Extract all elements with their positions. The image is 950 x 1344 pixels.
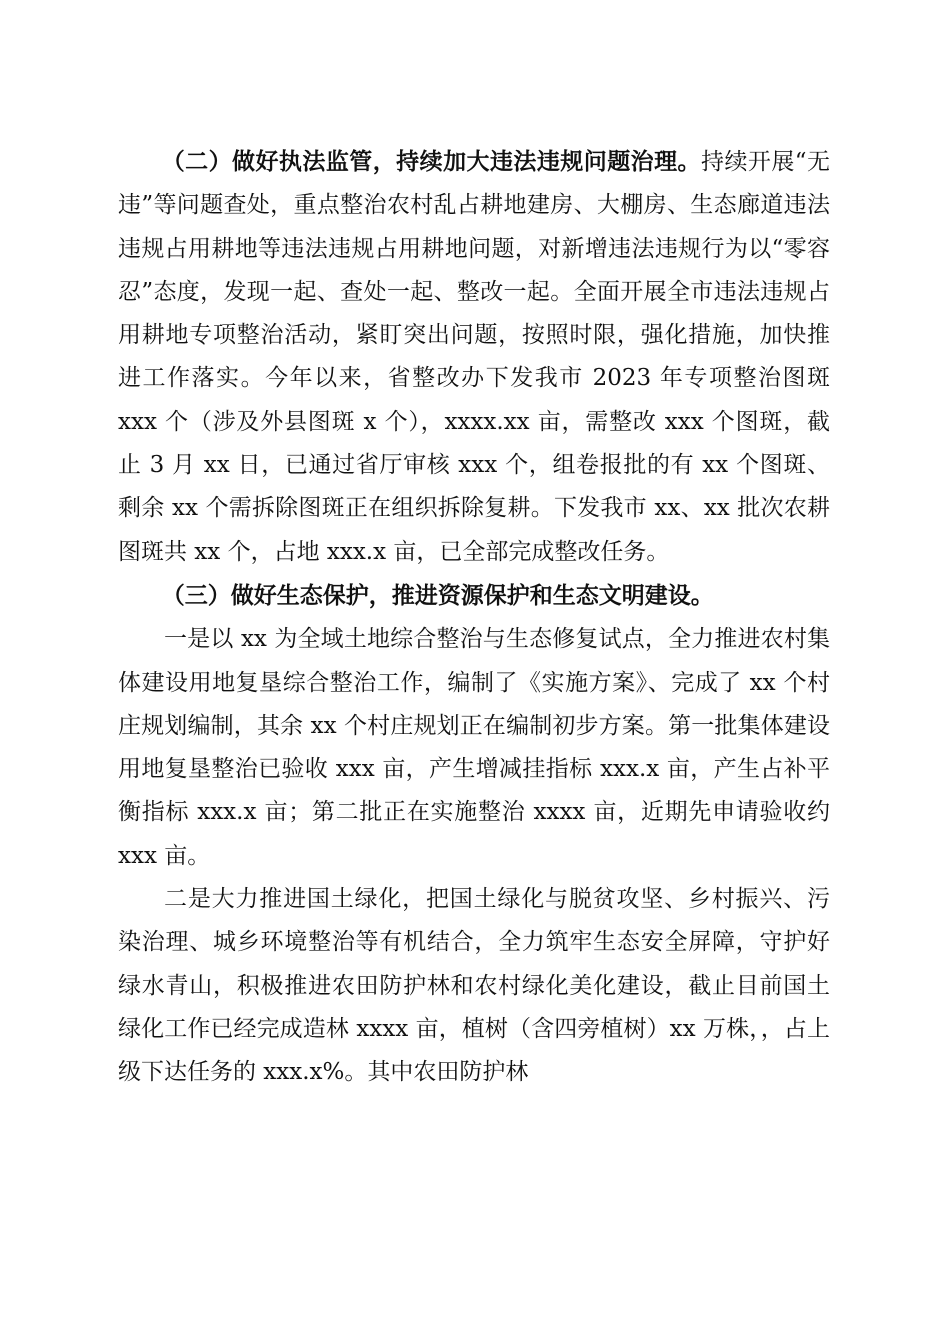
paragraph-item-1: 一是以 xx 为全域土地综合整治与生态修复试点，全力推进农村集体建设用地复垦综合整治工作，编制了《实施方案》、完成了 xx 个村庄规划编制，其余 xx 个村庄规划正在编制初步方案。第一批集体建设用地复垦整治已验收 xxx 亩，产生增减挂指标 xxx.x 亩，产生占补平衡指标 xxx.x 亩；第二批正在实施整治 xxxx 亩，近期先申请验收约 xxx 亩。 xyxy=(118,626,830,869)
section-3-heading: （三）做好生态保护，推进资源保护和生态文明建设。 xyxy=(161,581,714,609)
paragraph-item-2: 二是大力推进国土绿化，把国土绿化与脱贫攻坚、乡村振兴、污染治理、城乡环境整治等有机结合，全力筑牢生态安全屏障，守护好绿水青山，积极推进农田防护林和农村绿化美化建设，截止目前国土绿化工作已经完成造林 xxxx 亩，植树（含四旁植树）xx 万株，，占上级下达任务的 xxx.x%。其中农田防护林 xyxy=(118,886,830,1086)
section-2-heading: （二）做好执法监管，持续加大违法违规问题治理。 xyxy=(161,148,701,175)
section-2-body: 持续开展“无违”等问题查处，重点整治农村乱占耕地建房、大棚房、生态廊道违法违规占用耕地等违法违规占用耕地问题，对新增违法违规行为以“零容忍”态度，发现一起、查处一起、整改一起。全面开展全市违法违规占用耕地专项整治活动，紧盯突出问题，按照时限，强化措施，加快推进工作落实。今年以来，省整改办下发我市 2023 年专项整治图斑 xxx 个（涉及外县图斑 x 个），xxxx.xx 亩，需整改 xxx 个图斑，截止 3 月 xx 日，已通过省厅审核 xxx 个，组卷报批的有 xx 个图斑、剩余 xx 个需拆除图斑正在组织拆除复耕。下发我市 xx、xx 批次农耕图斑共 xx 个，占地 xxx.x 亩，已全部完成整改任务。 xyxy=(118,149,830,565)
paragraph-section-2 xyxy=(118,140,830,574)
paragraph-section-3-heading xyxy=(118,574,830,618)
document-body xyxy=(118,140,830,1095)
